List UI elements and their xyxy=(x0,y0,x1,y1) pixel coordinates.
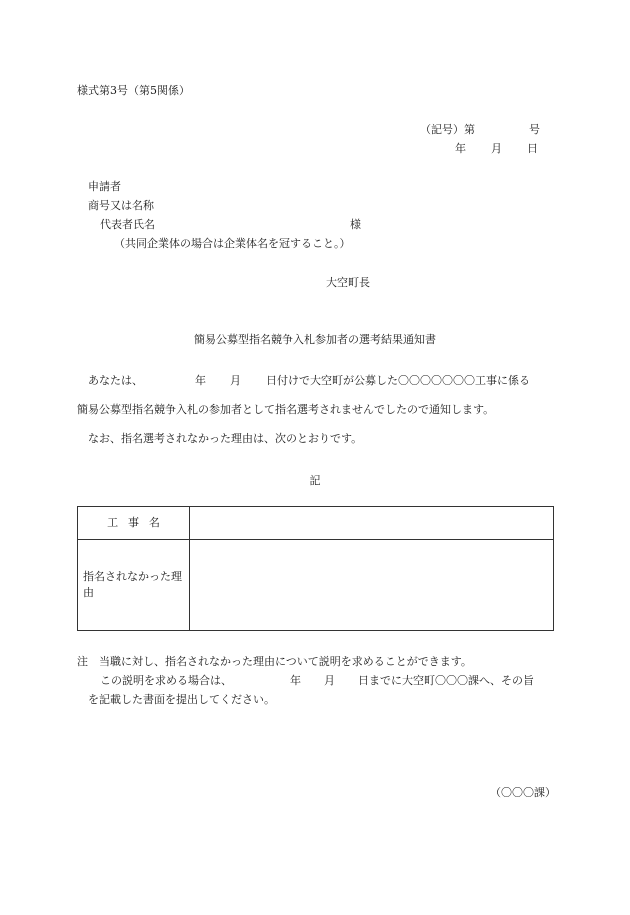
note-line-2-start: この説明を求める場合は、 xyxy=(100,674,232,687)
issuer-name: 大空町長 xyxy=(326,276,370,289)
trade-name-label: 商号又は名称 xyxy=(88,199,154,212)
applicant-label: 申請者 xyxy=(88,180,121,193)
body-line-1-start: あなたは、 xyxy=(88,374,143,387)
issue-date-year: 年 xyxy=(455,142,466,155)
document-number-suffix: 号 xyxy=(529,123,540,136)
body-paragraph-line-2: 簡易公募型指名競争入札の参加者として指名選考されませんでしたので通知します。 xyxy=(77,403,495,416)
form-label: 様式第3号（第5関係） xyxy=(77,84,190,97)
document-number-prefix: （記号）第 xyxy=(420,123,475,136)
issue-date-month: 月 xyxy=(491,142,502,155)
table-row-divider xyxy=(78,539,553,540)
table-cell-reason[interactable] xyxy=(196,549,546,625)
note-line-1: 注 当職に対し、指名されなかった理由について説明を求めることができます。 xyxy=(77,655,472,668)
representative-name-label: 代表者氏名 xyxy=(100,218,155,231)
document-title: 簡易公募型指名競争入札参加者の選考結果通知書 xyxy=(194,333,436,346)
body-line-1-year: 年 xyxy=(195,374,206,387)
body-paragraph-line-3: なお、指名選考されなかった理由は、次のとおりです。 xyxy=(88,432,363,445)
body-line-1-month: 月 xyxy=(230,374,241,387)
table-column-divider xyxy=(189,507,190,630)
table-header-reason: 指名されなかった理由 xyxy=(83,570,182,599)
issuing-division: （〇〇〇課） xyxy=(490,786,556,799)
reason-table xyxy=(77,506,554,631)
honorific: 様 xyxy=(350,218,361,231)
note-line-2-year: 年 xyxy=(290,674,301,687)
issue-date-day: 日 xyxy=(527,142,538,155)
note-line-2-rest: 日までに大空町〇〇〇課へ、その旨 xyxy=(358,674,534,687)
table-header-work-name: 工事名 xyxy=(107,516,170,529)
table-cell-work-name[interactable] xyxy=(196,516,546,532)
note-line-2-month: 月 xyxy=(324,674,335,687)
ki-heading: 記 xyxy=(309,474,321,487)
joint-venture-note: （共同企業体の場合は企業体名を冠すること。） xyxy=(114,237,351,250)
body-line-1-rest: 日付けで大空町が公募した〇〇〇〇〇〇〇工事に係る xyxy=(266,374,530,387)
note-line-3: を記載した書面を提出してください。 xyxy=(88,693,275,706)
